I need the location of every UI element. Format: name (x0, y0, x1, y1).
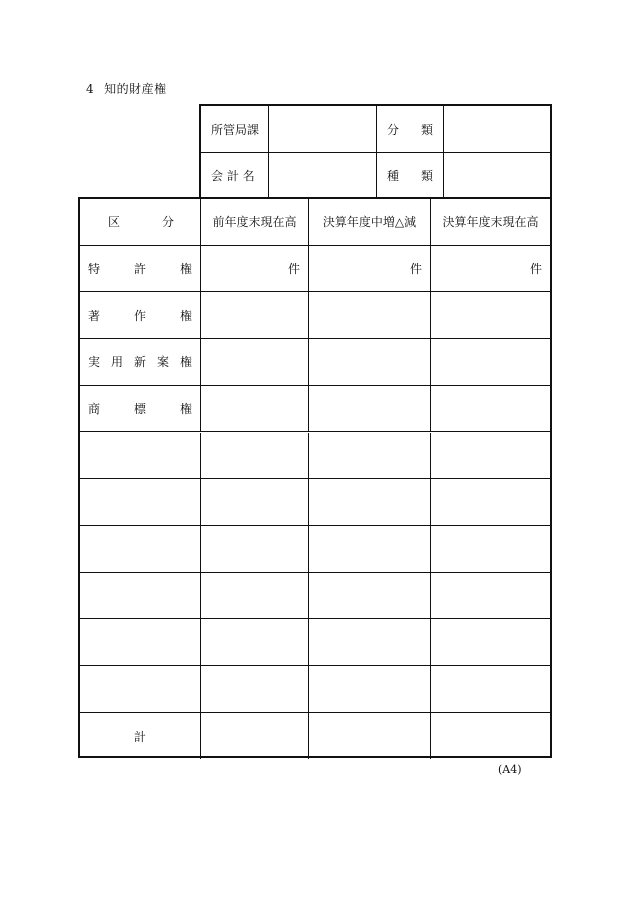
table-header-row (80, 199, 550, 246)
current-year-cell[interactable] (431, 386, 550, 432)
row-label-char: 許 (133, 262, 146, 277)
info-row-account (201, 152, 550, 198)
row-label-char: 商 (88, 402, 101, 417)
table-row (80, 386, 550, 433)
row-label-char: 権 (179, 355, 192, 370)
row-label-cell (80, 292, 201, 338)
current-year-cell[interactable] (431, 573, 550, 619)
table-row (80, 479, 550, 526)
type-label-a: 種 (387, 168, 400, 183)
row-label-cell (80, 386, 201, 432)
row-label-char: 特 (88, 262, 101, 277)
info-row-bureau (201, 106, 550, 153)
current-year-cell[interactable] (431, 479, 550, 525)
type-label-b: 類 (420, 168, 433, 183)
row-label-char: 実 (88, 355, 101, 370)
section-title: 知的財産権 (104, 82, 167, 96)
table-row (80, 246, 550, 293)
prev-year-cell[interactable] (201, 479, 309, 525)
account-name-label: 会 計 名 (201, 152, 269, 198)
prev-year-cell[interactable] (201, 292, 309, 338)
account-name-value-field[interactable] (269, 152, 377, 198)
change-cell[interactable] (309, 339, 431, 385)
unit-label: 件 (529, 262, 542, 277)
current-year-cell[interactable] (431, 246, 550, 292)
table-row (80, 573, 550, 620)
row-label-cell (80, 479, 201, 525)
table-total-row (80, 713, 550, 760)
row-label-char: 権 (179, 262, 192, 277)
change-cell[interactable] (309, 292, 431, 338)
current-year-cell[interactable] (431, 339, 550, 385)
row-label-char: 作 (133, 308, 146, 323)
row-label-char: 標 (133, 402, 146, 417)
row-label-cell (80, 573, 201, 619)
section-number: 4 (86, 82, 95, 96)
current-year-cell[interactable] (431, 433, 550, 479)
current-year-cell[interactable] (431, 526, 550, 572)
row-label-char: 案 (156, 355, 169, 370)
row-label-char: 権 (179, 402, 192, 417)
classification-value-field[interactable] (444, 106, 550, 152)
prev-year-cell[interactable] (201, 339, 309, 385)
change-cell[interactable] (309, 246, 431, 292)
type-value-field[interactable] (444, 152, 550, 198)
table-row (80, 292, 550, 339)
prev-year-cell[interactable] (201, 386, 309, 432)
header-category-a: 区 (108, 215, 121, 230)
classification-label-b: 類 (420, 122, 433, 137)
table-row (80, 339, 550, 386)
prev-year-cell[interactable] (201, 433, 309, 479)
change-cell[interactable] (309, 433, 431, 479)
row-label-char: 新 (133, 355, 146, 370)
classification-label-a: 分 (387, 122, 400, 137)
prev-year-cell[interactable] (201, 246, 309, 292)
header-change: 決算年度中増△減 (309, 199, 431, 245)
header-category-b: 分 (161, 215, 174, 230)
current-year-cell[interactable] (431, 619, 550, 665)
row-label-cell (80, 246, 201, 292)
bureau-label: 所管局課 (201, 106, 269, 152)
header-prev-year-balance: 前年度末現在高 (201, 199, 309, 245)
header-current-year-balance: 決算年度末現在高 (442, 215, 539, 230)
change-cell[interactable] (309, 526, 431, 572)
current-year-cell[interactable] (431, 292, 550, 338)
total-current-cell[interactable] (431, 713, 550, 760)
change-cell[interactable] (309, 666, 431, 712)
current-year-cell[interactable] (431, 666, 550, 712)
header-category (80, 199, 201, 245)
table-row (80, 619, 550, 666)
change-cell[interactable] (309, 479, 431, 525)
info-box (199, 104, 552, 198)
change-cell[interactable] (309, 619, 431, 665)
unit-label: 件 (287, 262, 300, 277)
prev-year-cell[interactable] (201, 619, 309, 665)
row-label-cell (80, 526, 201, 572)
table-row (80, 526, 550, 573)
row-label-char: 権 (179, 308, 192, 323)
row-label-cell (80, 619, 201, 665)
classification-label (377, 106, 444, 152)
row-label-cell (80, 433, 201, 479)
total-prev-cell[interactable] (201, 713, 309, 760)
total-label-cell (80, 713, 201, 760)
total-label: 計 (133, 729, 146, 744)
prev-year-cell[interactable] (201, 573, 309, 619)
prev-year-cell[interactable] (201, 526, 309, 572)
prev-year-cell[interactable] (201, 666, 309, 712)
change-cell[interactable] (309, 386, 431, 432)
total-change-cell[interactable] (309, 713, 431, 760)
row-label-cell (80, 339, 201, 385)
row-label-char: 用 (110, 355, 123, 370)
row-label-cell (80, 666, 201, 712)
row-label-char: 著 (88, 308, 101, 323)
bureau-value-field[interactable] (269, 106, 377, 152)
change-cell[interactable] (309, 573, 431, 619)
table-row (80, 433, 550, 480)
table-row (80, 666, 550, 713)
document-heading (86, 80, 167, 97)
paper-size-code: (A4) (498, 763, 522, 776)
type-label (377, 152, 444, 198)
intellectual-property-table (78, 197, 552, 758)
unit-label: 件 (409, 262, 422, 277)
